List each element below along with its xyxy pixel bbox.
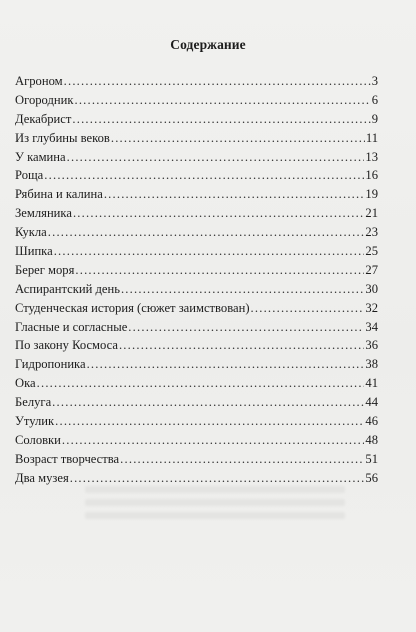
dot-leader xyxy=(75,261,364,280)
dot-leader xyxy=(55,412,364,431)
toc-entry-title: Гидропоника xyxy=(15,357,86,372)
toc-entry-title: Декабрист xyxy=(15,111,72,126)
toc-entry-title: Белуга xyxy=(15,395,52,410)
toc-entry-title: Шипка xyxy=(15,244,53,259)
toc-entry xyxy=(15,129,378,148)
toc-entry-title: У камина xyxy=(15,149,66,164)
dot-leader xyxy=(104,185,365,204)
dot-leader xyxy=(73,204,364,223)
toc-entry-title: Кукла xyxy=(15,225,47,240)
toc-entry-title: Роща xyxy=(15,168,44,183)
toc-entry xyxy=(15,261,378,280)
dot-leader xyxy=(62,431,364,450)
toc-entry-title: Берег моря xyxy=(15,262,75,277)
toc-entry-page-number: 34 xyxy=(365,319,378,334)
dot-leader xyxy=(111,129,365,148)
toc-entry-page-number: 46 xyxy=(365,414,378,429)
toc-entry-page-number: 38 xyxy=(365,357,378,372)
dot-leader xyxy=(37,374,365,393)
toc-entry xyxy=(15,166,378,185)
toc-entry xyxy=(15,91,378,110)
toc-entry xyxy=(15,431,378,450)
toc-entry-page-number: 41 xyxy=(365,376,378,391)
toc-entry xyxy=(15,185,378,204)
toc-entry-page-number: 30 xyxy=(365,281,378,296)
toc-entry-page-number: 44 xyxy=(365,395,378,410)
toc-entry xyxy=(15,72,378,91)
toc-entry xyxy=(15,110,378,129)
toc-entry-title: Рябина и калина xyxy=(15,187,103,202)
toc-entry-page-number: 21 xyxy=(365,206,378,221)
dot-leader xyxy=(251,299,365,318)
toc-entry xyxy=(15,299,378,318)
toc-entry-page-number: 56 xyxy=(365,470,378,485)
table-of-contents xyxy=(15,72,378,488)
dot-leader xyxy=(128,318,364,337)
show-through-text xyxy=(85,512,345,519)
toc-entry xyxy=(15,355,378,374)
toc-entry-title: Земляника xyxy=(15,206,72,221)
toc-entry xyxy=(15,280,378,299)
toc-entry-title: Огородник xyxy=(15,92,74,107)
dot-leader xyxy=(87,355,365,374)
toc-entry-page-number: 27 xyxy=(365,262,378,277)
toc-entry xyxy=(15,242,378,261)
toc-entry-title: Возраст творчества xyxy=(15,451,120,466)
toc-entry-page-number: 36 xyxy=(365,338,378,353)
toc-entry-page-number: 48 xyxy=(365,432,378,447)
toc-entry xyxy=(15,223,378,242)
dot-leader xyxy=(121,280,364,299)
toc-entry-page-number: 3 xyxy=(371,74,378,88)
toc-entry-title: Аспирантский день xyxy=(15,281,120,296)
toc-entry-page-number: 23 xyxy=(365,225,378,240)
dot-leader xyxy=(70,469,365,488)
toc-entry-title: По закону Космоса xyxy=(15,338,118,353)
toc-entry xyxy=(15,393,378,412)
toc-entry-title: Студенческая история (сюжет заимствован) xyxy=(15,300,250,315)
toc-entry-page-number: 32 xyxy=(365,300,378,315)
toc-entry xyxy=(15,450,378,469)
toc-entry xyxy=(15,469,378,488)
dot-leader xyxy=(54,242,365,261)
toc-entry-title: Соловки xyxy=(15,432,61,447)
toc-entry-title: Агроном xyxy=(15,74,63,88)
dot-leader xyxy=(74,91,370,110)
toc-entry-title: Гласные и согласные xyxy=(15,319,128,334)
toc-entry-title: Из глубины веков xyxy=(15,130,110,145)
toc-entry xyxy=(15,148,378,167)
toc-entry-page-number: 11 xyxy=(365,130,378,145)
show-through-text xyxy=(85,499,345,506)
toc-entry-page-number: 51 xyxy=(365,451,378,466)
dot-leader xyxy=(120,450,364,469)
toc-entry xyxy=(15,412,378,431)
toc-entry xyxy=(15,374,378,393)
toc-entry xyxy=(15,336,378,355)
dot-leader xyxy=(44,166,364,185)
dot-leader xyxy=(52,393,364,412)
toc-entry xyxy=(15,204,378,223)
toc-entry-title: Два музея xyxy=(15,470,69,485)
toc-entry-title: Ока xyxy=(15,376,36,391)
toc-entry-page-number: 13 xyxy=(365,149,378,164)
toc-entry xyxy=(15,318,378,337)
toc-entry-page-number: 16 xyxy=(365,168,378,183)
toc-entry-page-number: 19 xyxy=(365,187,378,202)
toc-entry-page-number: 25 xyxy=(365,244,378,259)
dot-leader xyxy=(119,336,364,355)
toc-entry-page-number: 9 xyxy=(371,111,378,126)
toc-entry-title: Утулик xyxy=(15,414,55,429)
dot-leader xyxy=(72,110,370,129)
dot-leader xyxy=(67,148,365,167)
dot-leader xyxy=(48,223,365,242)
dot-leader xyxy=(64,72,371,91)
toc-entry-page-number: 6 xyxy=(371,92,378,107)
table-of-contents-heading: Содержание xyxy=(170,37,246,52)
